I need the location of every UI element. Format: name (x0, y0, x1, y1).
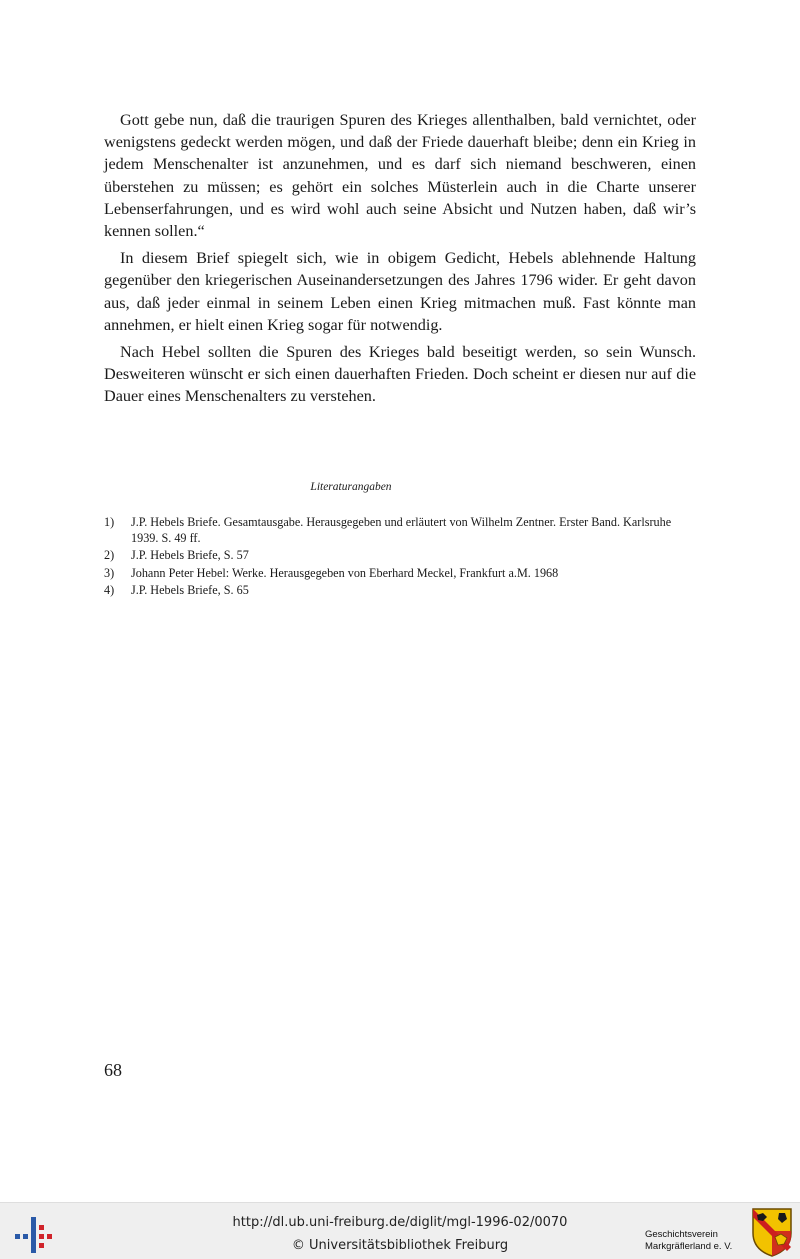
literature-number: 1) (104, 515, 115, 529)
literature-text: Johann Peter Hebel: Werke. Herausgegeben von Eberhard Meckel, Frankfurt a.M. 1968 (131, 565, 559, 580)
literature-number: 2) (104, 548, 115, 563)
literature-number: 4) (104, 583, 115, 598)
society-name (645, 1229, 732, 1253)
literature-text: J.P. Hebels Briefe, S. 65 (131, 583, 249, 598)
society-name-line-1: Geschichtsverein (645, 1229, 718, 1240)
literature-item-3 (104, 566, 700, 582)
literature-item-2 (104, 548, 700, 564)
literature-item-4 (104, 583, 700, 599)
literature-number: 3) (104, 565, 115, 580)
page-number: 68 (104, 1060, 122, 1080)
literature-item-1 (104, 515, 700, 546)
page-body (104, 109, 696, 408)
literature-list (104, 515, 700, 601)
body-paragraph-2: In diesem Brief spiegelt sich, wie in obigem Gedicht, Hebels ablehnende Haltung gegenüber den kriegerischen Auseinandersetzungen des Jahres 1796 wider. Er geht davon aus, daß jeder einmal in seinem Leben einen Krieg mitmachen muß. Fast könnte man annehmen, er hielt einen Krieg sogar für notwendig. (104, 249, 696, 334)
footer-bar (0, 1202, 800, 1259)
society-name-line-2: Markgräflerland e. V. (645, 1241, 733, 1252)
document-url-link[interactable]: http://dl.ub.uni-freiburg.de/diglit/mgl-1996-02/0070 (232, 1215, 568, 1230)
coat-of-arms-icon[interactable] (751, 1207, 793, 1257)
body-paragraph-3: Nach Hebel sollten die Spuren des Krieges bald beseitigt werden, so sein Wunsch. Desweiteren wünscht er sich einen dauerhaften Frieden. Doch scheint er diesen nur auf die Dauer eines Menschenalters zu verstehen. (104, 343, 696, 406)
literature-text: J.P. Hebels Briefe, S. 57 (131, 548, 249, 563)
literature-text: J.P. Hebels Briefe. Gesamtausgabe. Herausgegeben und erläutert von Wilhelm Zentner. Erster Band. Karlsruhe 1939. S. 49 ff. (131, 515, 672, 545)
copyright-notice: © Universitätsbibliothek Freiburg (291, 1238, 509, 1253)
body-paragraph-1: Gott gebe nun, daß die traurigen Spuren des Krieges allenthalben, bald vernichtet, oder wenigstens gedeckt werden mögen, und daß der Friede dauerhaft bleibe; denn ein Krieg in jedem Menschenalter ist anzunehmen, und es darf sich niemand beschweren, einen überstehen zu müssen; es gehört ein solches Müsterlein auch in die Charte unserer Lebenserfahrungen, und es wird wohl auch seine Absicht und Nutzen haben, daß wir’s kennen sollen.“ (104, 111, 696, 241)
literature-heading: Literaturangaben (310, 481, 392, 493)
